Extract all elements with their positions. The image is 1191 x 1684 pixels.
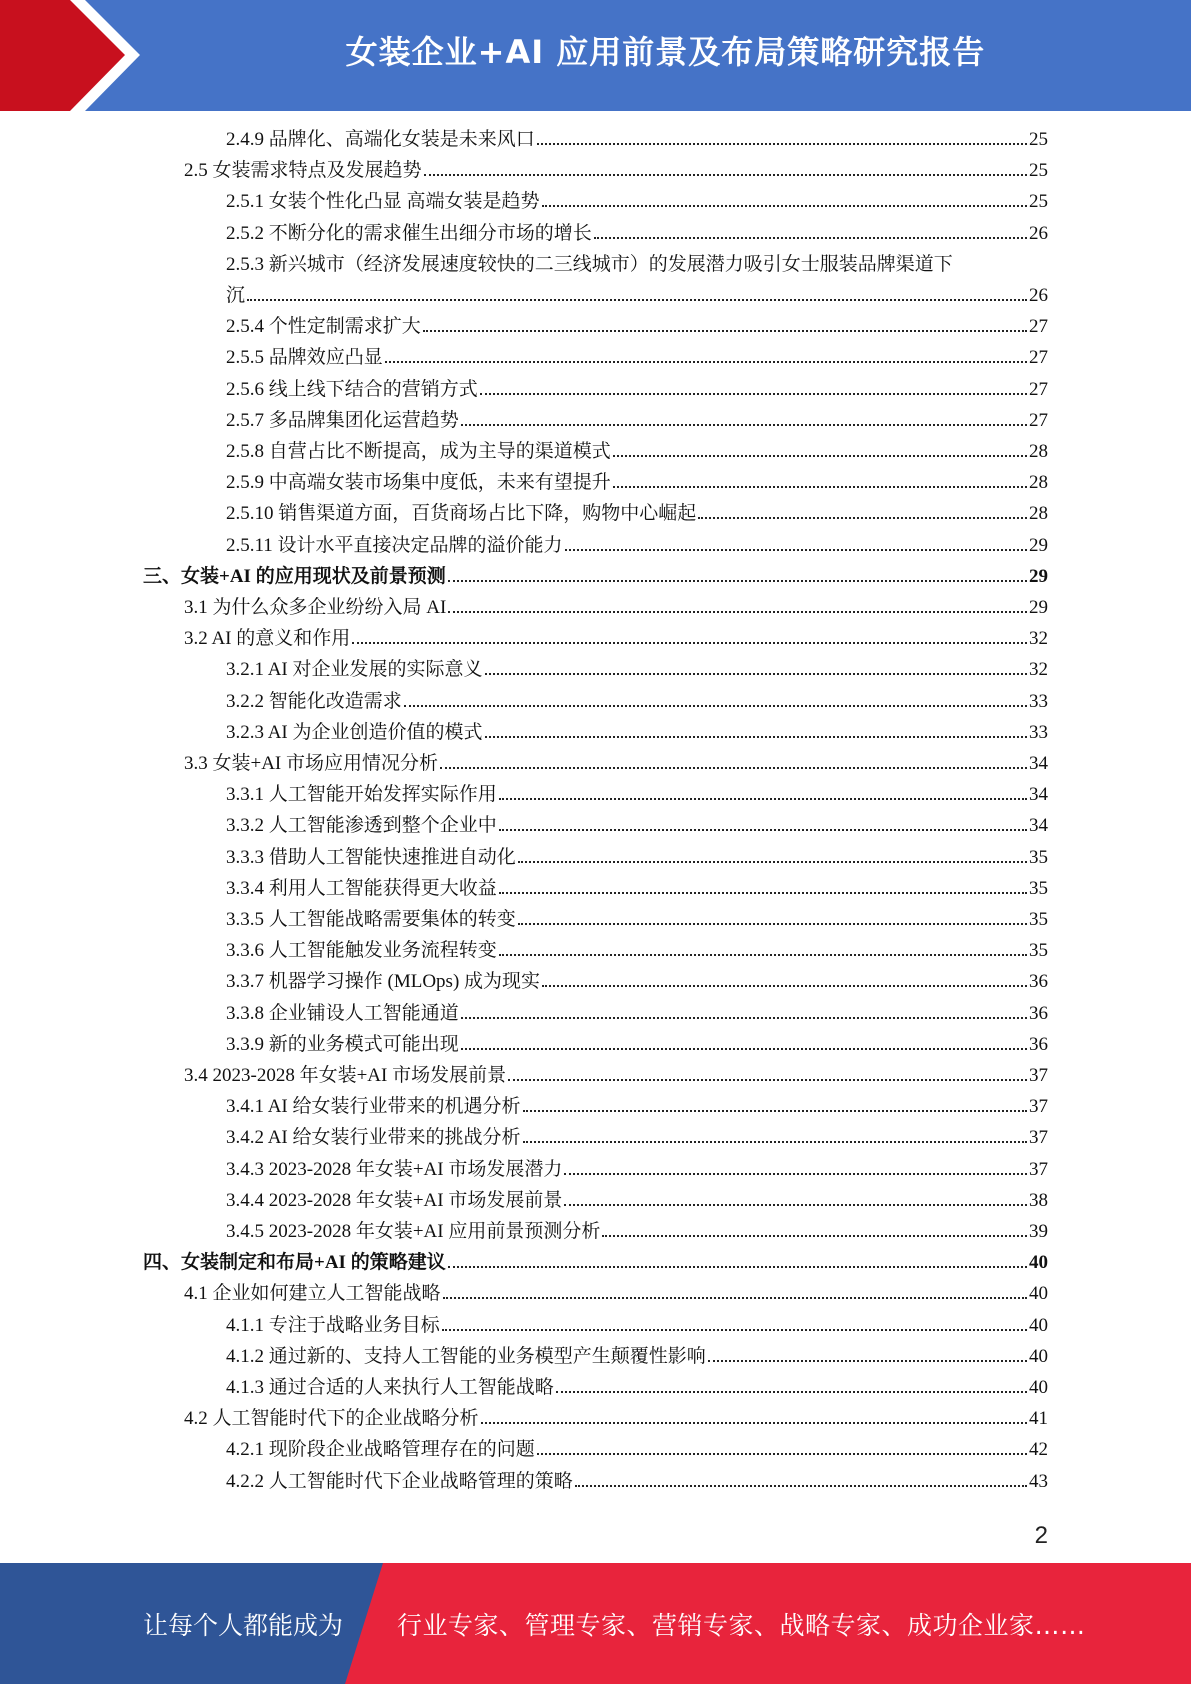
toc-entry-label: 3.4.1 AI 给女装行业带来的机遇分析 [226, 1096, 521, 1118]
toc-entry-label: 3.3.1 人工智能开始发挥实际作用 [226, 784, 497, 806]
toc-entry-label: 3.4.5 2023-2028 年女装+AI 应用前景预测分析 [226, 1221, 601, 1242]
toc-entry[interactable] [226, 876, 1048, 902]
toc-dot-leader [442, 1329, 1027, 1331]
toc-entry-label: 三、女装+AI 的应用现状及前景预测 [143, 565, 446, 587]
toc-entry[interactable] [226, 1125, 1048, 1151]
toc-entry[interactable] [184, 1063, 1048, 1089]
toc-entry[interactable] [226, 1094, 1048, 1120]
toc-dot-leader [404, 705, 1027, 707]
toc-dot-leader [461, 1048, 1027, 1050]
toc-page-number: 41 [1029, 1408, 1048, 1430]
toc-page-number: 26 [1029, 285, 1048, 306]
toc-entry[interactable] [226, 1188, 1048, 1214]
toc-entry[interactable] [226, 1157, 1048, 1183]
toc-dot-leader [461, 424, 1027, 426]
toc-page-number: 40 [1029, 1252, 1048, 1274]
toc-dot-leader [565, 549, 1027, 551]
toc-entry-label: 2.4.9 品牌化、高端化女装是未来风口 [226, 129, 535, 150]
toc-page-number: 33 [1029, 721, 1048, 743]
toc-entry[interactable] [226, 1001, 1048, 1027]
toc-page-number: 37 [1029, 1096, 1048, 1118]
toc-dot-leader [499, 954, 1027, 956]
toc-dot-leader [564, 1173, 1027, 1175]
toc-entry-label: 3.3 女装+AI 市场应用情况分析 [184, 753, 439, 774]
toc-entry-label: 3.3.7 机器学习操作 (MLOps) 成为现实 [226, 971, 541, 993]
toc-page-number: 25 [1029, 160, 1048, 182]
toc-entry-label: 3.4.4 2023-2028 年女装+AI 市场发展前景 [226, 1189, 563, 1211]
toc-entry-label: 4.2.1 现阶段企业战略管理存在的问题 [226, 1439, 535, 1461]
toc-dot-leader [523, 1110, 1027, 1112]
toc-entry[interactable] [226, 221, 1048, 247]
toc-entry[interactable] [226, 938, 1048, 964]
toc-entry[interactable] [226, 314, 1048, 340]
toc-entry[interactable] [226, 969, 1048, 995]
toc-entry[interactable] [226, 127, 1048, 153]
toc-entry-label: 3.3.8 企业铺设人工智能通道 [226, 1002, 459, 1024]
toc-entry-label: 4.1.1 专注于战略业务目标 [226, 1314, 440, 1336]
toc-dot-leader [443, 1297, 1027, 1299]
toc-entry[interactable] [226, 720, 1048, 746]
toc-entry-label: 3.1 为什么众多企业纷纷入局 AI [184, 597, 447, 618]
toc-page-number: 29 [1029, 597, 1048, 618]
toc-page-number: 42 [1029, 1439, 1048, 1461]
toc-page-number: 40 [1029, 1377, 1048, 1398]
toc-dot-leader [518, 861, 1027, 863]
toc-page-number: 37 [1029, 1158, 1048, 1180]
toc-entry[interactable] [184, 626, 1048, 652]
toc-dot-leader [485, 736, 1027, 738]
toc-page-number: 29 [1029, 534, 1048, 556]
toc-dot-leader [542, 985, 1027, 987]
toc-dot-leader [594, 237, 1027, 239]
toc-page-number: 40 [1029, 1345, 1048, 1367]
toc-entry[interactable] [226, 377, 1048, 403]
toc-entry-label: 2.5.9 中高端女装市场集中度低，未来有望提升 [226, 472, 611, 494]
toc-entry-label: 2.5.7 多品牌集团化运营趋势 [226, 409, 459, 431]
toc-dot-leader [698, 517, 1027, 519]
report-title: 女装企业+AI 应用前景及布局策略研究报告 [345, 33, 986, 71]
toc-entry[interactable] [184, 1281, 1048, 1307]
toc-entry-label: 4.1.2 通过新的、支持人工智能的业务模型产生颠覆性影响 [226, 1345, 706, 1367]
toc-dot-leader [602, 1235, 1027, 1237]
toc-entry[interactable] [226, 1469, 1048, 1495]
toc-page-number: 29 [1029, 565, 1048, 587]
toc-entry-label: 4.2 人工智能时代下的企业战略分析 [184, 1408, 479, 1430]
toc-entry-label: 2.5.5 品牌效应凸显 [226, 347, 383, 369]
toc-entry-label: 3.2.3 AI 为企业创造价值的模式 [226, 721, 483, 743]
toc-page-number: 36 [1029, 1002, 1048, 1024]
page-number: 2 [1034, 1522, 1048, 1549]
toc-dot-leader [613, 455, 1027, 457]
footer-slogan-right: 行业专家、管理专家、营销专家、战略专家、成功企业家…… [397, 1610, 1086, 1640]
toc-page-number: 28 [1029, 472, 1048, 494]
toc-page-number: 35 [1029, 877, 1048, 899]
toc-page-number: 39 [1029, 1221, 1048, 1242]
toc-entry-label: 4.1.3 通过合适的人来执行人工智能战略 [226, 1377, 554, 1398]
toc-entry-label: 4.2.2 人工智能时代下企业战略管理的策略 [226, 1470, 573, 1492]
toc-entry[interactable] [226, 189, 1048, 215]
toc-entry-label: 2.5 女装需求特点及发展趋势 [184, 160, 422, 182]
toc-entry-label: 3.3.3 借助人工智能快速推进自动化 [226, 846, 516, 868]
toc-page-number: 34 [1029, 753, 1048, 774]
toc-entry-label: 2.5.6 线上线下结合的营销方式 [226, 378, 478, 400]
toc-entry[interactable] [184, 595, 1048, 621]
toc-entry[interactable] [226, 1313, 1048, 1339]
toc-dot-leader [613, 486, 1027, 488]
toc-entry[interactable] [226, 1344, 1048, 1370]
toc-dot-leader [542, 205, 1027, 207]
toc-dot-leader [480, 393, 1027, 395]
toc-page-number: 40 [1029, 1314, 1048, 1336]
toc-entry-label: 3.4.3 2023-2028 年女装+AI 市场发展潜力 [226, 1158, 563, 1180]
page-header [0, 0, 1191, 111]
toc-entry-label: 2.5.11 设计水平直接决定品牌的溢价能力 [226, 534, 563, 556]
toc-dot-leader [423, 330, 1027, 332]
toc-entry-label: 3.4.2 AI 给女装行业带来的挑战分析 [226, 1127, 521, 1149]
toc-dot-leader [385, 361, 1027, 363]
page-footer [0, 1563, 1191, 1684]
footer-slogan-left: 让每个人都能成为 [143, 1610, 344, 1640]
toc-entry-label: 2.5.8 自营占比不断提高，成为主导的渠道模式 [226, 441, 611, 462]
toc-page-number: 27 [1029, 347, 1048, 369]
toc-entry[interactable] [184, 158, 1048, 184]
toc-page-number: 25 [1029, 191, 1048, 213]
toc-entry-label: 3.3.2 人工智能渗透到整个企业中 [226, 815, 497, 837]
toc-dot-leader [461, 1017, 1027, 1019]
toc-dot-leader [485, 673, 1027, 675]
toc-entry[interactable] [226, 657, 1048, 683]
toc-page-number: 32 [1029, 659, 1048, 681]
toc-page-number: 27 [1029, 409, 1048, 431]
toc-entry[interactable] [226, 1219, 1048, 1245]
toc-entry[interactable] [143, 564, 1048, 590]
toc-page-number: 40 [1029, 1283, 1048, 1305]
toc-page-number: 32 [1029, 628, 1048, 650]
arrow-logo-icon [0, 0, 150, 111]
toc-entry[interactable] [184, 751, 1048, 777]
toc-entry[interactable] [226, 1032, 1048, 1058]
toc-entry-continuation[interactable] [226, 283, 1048, 309]
toc-entry-label: 2.5.4 个性定制需求扩大 [226, 316, 421, 338]
toc-entry-label-continuation: 沉 [226, 285, 246, 306]
toc-entry-label: 2.5.1 女装个性化凸显 高端女装是趋势 [226, 191, 540, 213]
toc-page-number: 33 [1029, 690, 1048, 712]
toc-dot-leader [537, 143, 1027, 145]
toc-entry[interactable] [226, 439, 1048, 465]
toc-entry-label: 3.3.9 新的业务模式可能出现 [226, 1033, 459, 1055]
toc-entry-label: 3.3.6 人工智能触发业务流程转变 [226, 940, 497, 962]
toc-entry-label: 3.4 2023-2028 年女装+AI 市场发展前景 [184, 1065, 507, 1086]
toc-entry-label: 3.2 AI 的意义和作用 [184, 628, 351, 650]
toc-page-number: 34 [1029, 784, 1048, 806]
toc-page-number: 25 [1029, 129, 1048, 150]
toc-page-number: 38 [1029, 1189, 1048, 1211]
toc-page-number: 43 [1029, 1470, 1048, 1492]
toc-entry[interactable] [226, 689, 1048, 715]
toc-page-number: 27 [1029, 378, 1048, 400]
toc-dot-leader [556, 1391, 1027, 1393]
toc-dot-leader [499, 829, 1027, 831]
toc-page-number: 28 [1029, 441, 1048, 462]
toc-entry-label: 2.5.2 不断分化的需求催生出细分市场的增长 [226, 222, 592, 244]
toc-dot-leader [523, 1141, 1027, 1143]
toc-dot-leader [481, 1422, 1027, 1424]
toc-page-number: 36 [1029, 971, 1048, 993]
toc-entry-label: 3.2.2 智能化改造需求 [226, 690, 402, 712]
toc-dot-leader [440, 767, 1027, 769]
toc-dot-leader [499, 798, 1027, 800]
toc-dot-leader [508, 1079, 1027, 1081]
toc-entry[interactable] [226, 408, 1048, 434]
toc-dot-leader [537, 1453, 1027, 1455]
toc-entry-label: 3.3.4 利用人工智能获得更大收益 [226, 877, 497, 899]
toc-entry[interactable] [226, 845, 1048, 871]
toc-entry-label: 4.1 企业如何建立人工智能战略 [184, 1283, 441, 1305]
toc-entry-label: 3.2.1 AI 对企业发展的实际意义 [226, 659, 483, 681]
toc-entry[interactable] [226, 501, 1048, 527]
toc-entry[interactable] [226, 813, 1048, 839]
toc-entry[interactable] [143, 1250, 1048, 1276]
toc-entry[interactable] [226, 533, 1048, 559]
toc-entry-label: 四、女装制定和布局+AI 的策略建议 [143, 1252, 446, 1274]
toc-dot-leader [448, 580, 1027, 582]
toc-page-number: 27 [1029, 316, 1048, 338]
toc-entry[interactable] [226, 345, 1048, 371]
toc-dot-leader [424, 174, 1027, 176]
toc-entry[interactable] [226, 782, 1048, 808]
toc-dot-leader [247, 299, 1027, 301]
toc-dot-leader [575, 1485, 1027, 1487]
toc-entry[interactable] [226, 1375, 1048, 1401]
toc-page-number: 37 [1029, 1127, 1048, 1149]
toc-page-number: 35 [1029, 846, 1048, 868]
toc-dot-leader [448, 611, 1027, 613]
toc-page-number: 36 [1029, 1033, 1048, 1055]
toc-page-number: 34 [1029, 815, 1048, 837]
toc-page-number: 35 [1029, 940, 1048, 962]
toc-dot-leader [499, 892, 1027, 894]
toc-page-number: 37 [1029, 1065, 1048, 1086]
toc-entry[interactable] [184, 1406, 1048, 1432]
toc-dot-leader [564, 1204, 1027, 1206]
toc-entry[interactable] [226, 907, 1048, 933]
toc-entry[interactable] [226, 470, 1048, 496]
toc-dot-leader [352, 642, 1027, 644]
toc-dot-leader [518, 923, 1027, 925]
toc-dot-leader [708, 1360, 1027, 1362]
toc-dot-leader [448, 1266, 1027, 1268]
toc-entry[interactable] [226, 1437, 1048, 1463]
toc-entry-label: 2.5.3 新兴城市（经济发展速度较快的二三线城市）的发展潜力吸引女士服装品牌渠道下 [226, 253, 953, 275]
toc-page-number: 26 [1029, 222, 1048, 244]
toc-page-number: 35 [1029, 909, 1048, 930]
toc-entry[interactable] [226, 252, 1048, 278]
toc-page-number: 28 [1029, 503, 1048, 525]
toc-entry-label: 3.3.5 人工智能战略需要集体的转变 [226, 909, 516, 930]
toc-entry-label: 2.5.10 销售渠道方面，百货商场占比下降，购物中心崛起 [226, 503, 697, 525]
